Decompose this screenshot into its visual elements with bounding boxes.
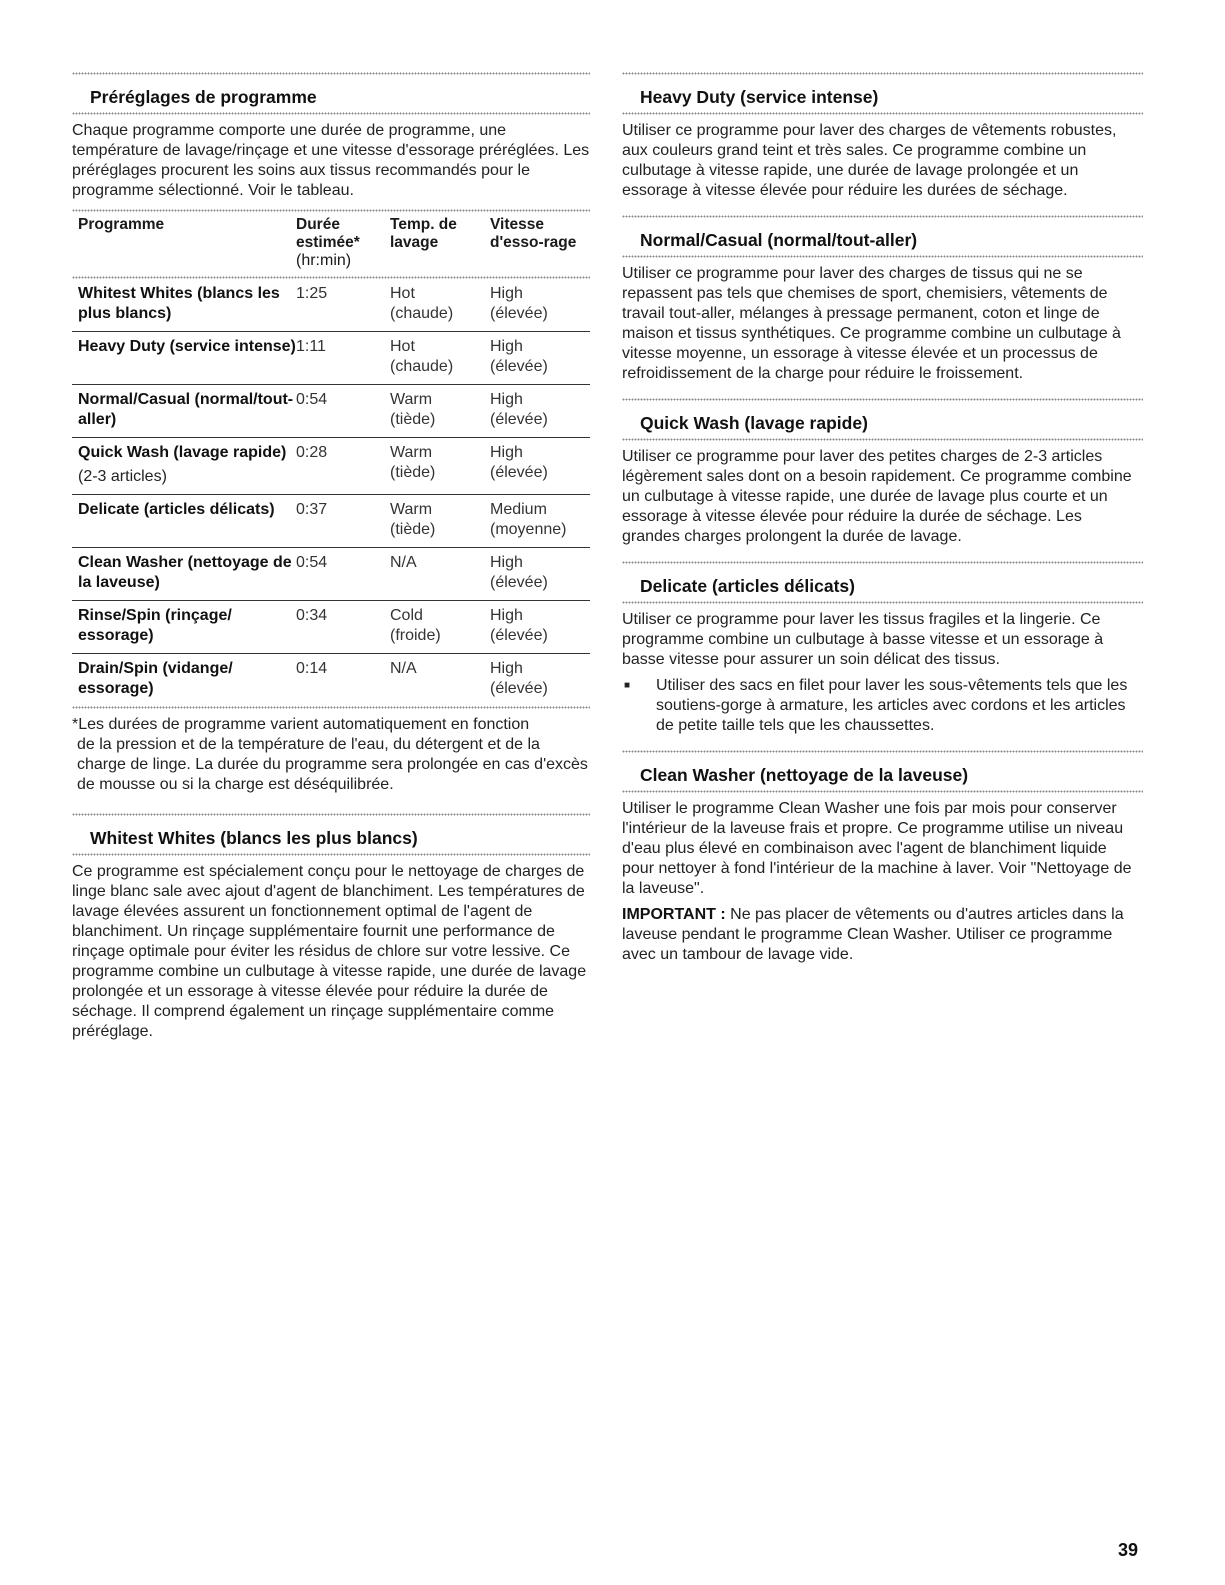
program-name: Heavy Duty (service intense) [78,338,296,355]
right-column [622,72,1143,965]
speed-value-fr: (élevée) [490,464,548,481]
normal-casual-section [622,215,1143,384]
heavy-duty-section [622,72,1143,201]
cell-speed [490,390,590,430]
cell-speed [490,553,590,593]
program-note: (2-3 articles) [78,468,167,485]
normal-casual-body: Utiliser ce programme pour laver des charges de tissus qui ne se repassent pas tels que chemises de sport, chemisiers, vêtements de travail tout-aller, mélanges à pressage permanent, coton et linge de maison et tissus synthétiques. Ce programme combine un culbutage à vitesse moyenne, un essorage à vitesse élevée et un processus de refroidissement de la charge pour réduire le froissement. [622,265,1121,382]
cell-temp [390,443,490,487]
cell-speed [490,659,590,699]
presets-intro: Chaque programme comporte une durée de programme, une température de lavage/rinçage et une vitesse d'essorage préréglées. Les préréglages procurent les soins aux tissus recommandés pour le programme sélectionné. Voir le tableau. [72,122,590,199]
table-row [72,601,590,654]
temp-value-fr: (tiède) [390,464,436,481]
col-header-vitesse: Vitesse d'esso-rage [490,216,577,251]
table-row [72,385,590,438]
clean-washer-section [622,750,1143,965]
cell-time: 0:34 [296,607,328,624]
cell-speed [490,443,590,487]
cell-time: 0:54 [296,391,328,408]
speed-value-fr: (élevée) [490,574,548,591]
cell-speed [490,606,590,646]
footnote-continuation: de la pression et de la température de l'eau, du détergent et de la charge de linge. La durée du programme sera prolongée en cas d'excès de mousse ou si la charge est déséquilibrée. [77,736,588,793]
section-heading: Delicate (articles délicats) [640,576,855,596]
divider [72,706,590,709]
program-name: Rinse/Spin (rinçage/ essorage) [78,607,232,644]
program-name: Whitest Whites (blancs les plus blancs) [78,285,280,322]
clean-washer-body: Utiliser le programme Clean Washer une fois par mois pour conserver l'intérieur de la laveuse frais et propre. Ce programme utilise un niveau d'eau plus élevé en combinaison avec l'agent de blanchiment liquide pour nettoyer à fond l'intérieur de la machine à laver. Voir "Nettoyage de la laveuse". [622,800,1132,897]
cell-programme [78,606,296,646]
col-header-duree-unit: (hr:min) [296,252,352,269]
section-heading: Heavy Duty (service intense) [640,87,879,107]
speed-value-fr: (élevée) [490,627,548,644]
table-row [72,438,590,495]
cell-time: 0:28 [296,444,328,461]
table-row [72,654,590,706]
cell-programme [78,553,296,593]
cell-temp [390,659,490,699]
divider [622,601,1143,604]
temp-value: Warm [390,391,433,408]
cell-temp [390,553,490,593]
speed-value: High [490,391,523,408]
square-bullet-icon: ■ [624,680,631,691]
cell-time: 0:54 [296,554,328,571]
speed-value: High [490,660,523,677]
speed-value-fr: (moyenne) [490,521,567,538]
table-row [72,332,590,385]
program-name: Normal/Casual (normal/tout-aller) [78,391,294,428]
col-header-duree-label: Durée estimée* [296,216,360,251]
cell-programme [78,659,296,699]
quick-wash-body: Utiliser ce programme pour laver des petites charges de 2-3 articles légèrement sales dont on a besoin rapidement. Ce programme combine un culbutage à vitesse rapide, une durée de lavage plus courte et un essorage à vitesse élevée pour réduire la durée de séchage. Les grandes charges prolongent la durée de lavage. [622,448,1132,545]
section-heading: Normal/Casual (normal/tout-aller) [640,230,918,250]
cell-temp [390,390,490,430]
program-table [72,209,590,709]
section-heading: Clean Washer (nettoyage de la laveuse) [640,765,969,785]
cell-time: 1:11 [296,338,326,355]
divider [72,853,590,856]
cell-programme [78,390,296,430]
divider [622,790,1143,793]
cell-time: 0:37 [296,501,328,518]
col-header-duree [296,216,390,270]
speed-value-fr: (élevée) [490,411,548,428]
speed-value: High [490,607,523,624]
temp-value: Hot [390,285,415,302]
cell-programme [78,337,296,377]
cell-time: 1:25 [296,285,328,302]
cell-programme [78,284,296,324]
speed-value-fr: (élevée) [490,680,548,697]
cell-time: 0:14 [296,660,328,677]
left-column [72,72,590,1042]
temp-value-fr: (chaude) [390,358,454,375]
important-note [622,905,1143,965]
cell-programme [78,443,296,487]
cell-temp [390,500,490,540]
section-heading: Préréglages de programme [90,87,317,107]
temp-value: Warm [390,444,433,461]
important-label: IMPORTANT : [622,906,726,923]
important-text: Ne pas placer de vêtements ou d'autres articles dans la laveuse pendant le programme Clean Washer. Utiliser ce programme avec un tambour de lavage vide. [622,906,1124,963]
divider [72,112,590,115]
bullet-text: Utiliser des sacs en filet pour laver les sous-vêtements tels que les soutiens-gorge à armature, les articles avec cordons et les articles de petite taille tels que les chaussettes. [656,677,1128,734]
temp-value-fr: (tiède) [390,521,436,538]
cell-programme [78,500,296,540]
divider [622,112,1143,115]
speed-value: High [490,554,523,571]
section-heading: Whitest Whites (blancs les plus blancs) [90,828,418,848]
heavy-duty-body: Utiliser ce programme pour laver des charges de vêtements robustes, aux couleurs grand teint et très sales. Ce programme combine un culbutage à vitesse rapide, une durée de lavage prolongée et un essorage à vitesse élevée pour réduire les durées de séchage. [622,122,1117,199]
divider [622,255,1143,258]
delicate-section [622,561,1143,736]
col-header-temp: Temp. de lavage [390,216,457,251]
program-name: Clean Washer (nettoyage de la laveuse) [78,554,292,591]
table-header [72,212,590,276]
quick-wash-section [622,398,1143,547]
delicate-bullet [622,676,1143,736]
table-row [72,279,590,332]
cell-speed [490,284,590,324]
whitest-body: Ce programme est spécialement conçu pour le nettoyage de charges de linge blanc sale avec ajout d'agent de blanchiment. Les températures de lavage élevées assurent un fonctionnement optimal de l'agent de blanchiment. Un rinçage supplémentaire fournit une performance de rinçage optimale pour éviter les résidus de chlore sur votre lessive. Ce programme combine un culbutage à vitesse rapide, une durée de lavage prolongée et un essorage à vitesse élevée pour réduire la durée de séchage. Il comprend également un rinçage supplémentaire comme préréglage. [72,863,587,1040]
speed-value: High [490,444,523,461]
section-heading: Quick Wash (lavage rapide) [640,413,868,433]
cell-speed [490,500,590,540]
col-header-programme: Programme [78,216,165,233]
temp-value: Hot [390,338,415,355]
temp-value: Cold [390,607,423,624]
program-name: Drain/Spin (vidange/ essorage) [78,660,233,697]
divider [622,438,1143,441]
table-footnote [72,715,590,795]
presets-section [72,72,590,201]
cell-temp [390,337,490,377]
table-row [72,548,590,601]
speed-value: High [490,338,523,355]
speed-value-fr: (élevée) [490,305,548,322]
footnote-first-line: *Les durées de programme varient automatiquement en fonction [72,716,530,733]
speed-value: Medium [490,501,547,518]
table-body [72,279,590,706]
temp-value: N/A [390,554,417,571]
delicate-body: Utiliser ce programme pour laver les tissus fragiles et la lingerie. Ce programme combine un culbutage à basse vitesse et un essorage à basse vitesse pour assurer un soin délicat des tissus. [622,611,1104,668]
speed-value-fr: (élevée) [490,358,548,375]
temp-value-fr: (tiède) [390,411,436,428]
temp-value: N/A [390,660,417,677]
whitest-section [72,813,590,1042]
cell-temp [390,606,490,646]
program-name: Quick Wash (lavage rapide) [78,444,287,461]
cell-temp [390,284,490,324]
program-name: Delicate (articles délicats) [78,501,275,518]
temp-value-fr: (chaude) [390,305,454,322]
speed-value: High [490,285,523,302]
cell-speed [490,337,590,377]
page-number: 39 [1118,1540,1139,1560]
temp-value: Warm [390,501,433,518]
temp-value-fr: (froide) [390,627,441,644]
table-row [72,495,590,548]
